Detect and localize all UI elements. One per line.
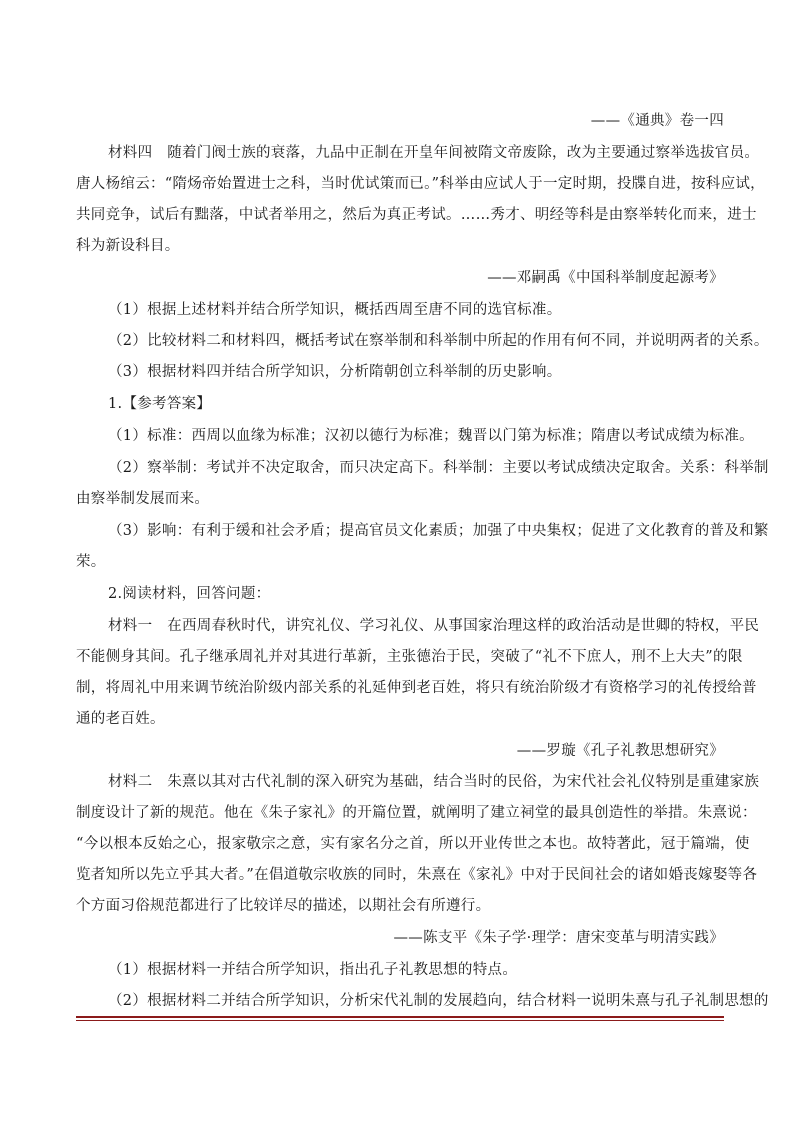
document-page [76,0,769,1132]
q2-heading: 2.阅读材料，回答问题： [108,586,271,602]
q2-material2-line-3: “今以根本反始之心，报家敬宗之意，实有家名分之首，所以开业传世之本也。故特著此，冠于篇端，使 [76,836,750,852]
answer1-line-5: 荣。 [76,554,106,570]
material4-source: ——邓嗣禹《中国科举制度起源考》 [487,270,724,286]
material4-line-3: 共同竞争，试后有黜落，中试者举用之，然后为真正考试。……秀才、明经等科是由察举转化而来，进士 [76,207,757,223]
q2-material2-source: ——陈支平《朱子学·理学：唐宋变革与明清实践》 [393,930,724,946]
q2-material1-line-1: 材料一 在西周春秋时代，讲究礼仪、学习礼仪、从事国家治理这样的政治活动是世卿的特权，平民 [108,618,760,634]
q2-material1-line-3: 制，将周礼中用来调节统治阶级内部关系的礼延伸到老百姓，将只有统治阶级才有资格学习的礼传授给普 [76,680,757,696]
answer1-line-3: 由察举制发展而来。 [76,491,210,507]
answer1-line-1: （1）标准：西周以血缘为标准；汉初以德行为标准；魏晋以门第为标准；隋唐以考试成绩为标准。 [108,428,754,444]
footer-divider [76,1016,724,1021]
answer1-line-4: （3）影响：有利于缓和社会矛盾；提高官员文化素质；加强了中央集权；促进了文化教育的普及和繁 [108,523,769,539]
material4-line-2: 唐人杨绾云：“隋炀帝始置进士之科，当时优试策而已。”科举由应试人于一定时期，投牒自进，按科应试， [76,176,765,192]
q2-material2-line-5: 个方面习俗规范都进行了比较详尽的描述，以期社会有所遵行。 [76,898,491,914]
question1-1: （1）根据上述材料并结合所学知识，概括西周至唐不同的选官标准。 [108,302,562,318]
q2-question-1: （1）根据材料一并结合所学知识，指出孔子礼教思想的特点。 [108,962,518,978]
answer1-heading: 1.【参考答案】 [108,396,212,412]
q2-material2-line-2: 制度设计了新的规范。他在《朱子家礼》的开篇位置，就阐明了建立祠堂的最具创造性的举措。朱熹说： [76,805,757,821]
question1-2: （2）比较材料二和材料四，概括考试在察举制和科举制中所起的作用有何不同，并说明两者的关系。 [108,333,769,349]
material4-line-4: 科为新设科目。 [76,238,180,254]
q2-material1-line-2: 不能侧身其间。孔子继承周礼并对其进行革新，主张德治于民，突破了“礼不下庶人，刑不上大夫”的限 [76,649,743,665]
q2-material2-line-1: 材料二 朱熹以其对古代礼制的深入研究为基础，结合当时的民俗，为宋代社会礼仪特别是重建家族 [108,774,760,790]
answer1-line-2: （2）察举制：考试并不决定取舍，而只决定高下。科举制：主要以考试成绩决定取舍。关系：科举制 [108,460,769,476]
q2-material1-line-4: 通的老百姓。 [76,711,165,727]
q2-material1-source: ——罗璇《孔子礼教思想研究》 [516,743,724,759]
material4-line-1: 材料四 随着门阀士族的衰落，九品中正制在开皇年间被隋文帝废除，改为主要通过察举选拔官员。 [108,145,760,161]
q2-question-2: （2）根据材料二并结合所学知识，分析宋代礼制的发展趋向，结合材料一说明朱熹与孔子礼制思想的 [108,993,769,1009]
q2-material2-line-4: 览者知所以先立乎其大者。”在倡道敬宗收族的同时，朱熹在《家礼》中对于民间社会的诸如婚丧嫁娶等各 [76,867,758,883]
question1-3: （3）根据材料四并结合所学知识，分析隋朝创立科举制的历史影响。 [108,364,562,380]
source-tongdian: ——《通典》卷一四 [590,113,724,129]
